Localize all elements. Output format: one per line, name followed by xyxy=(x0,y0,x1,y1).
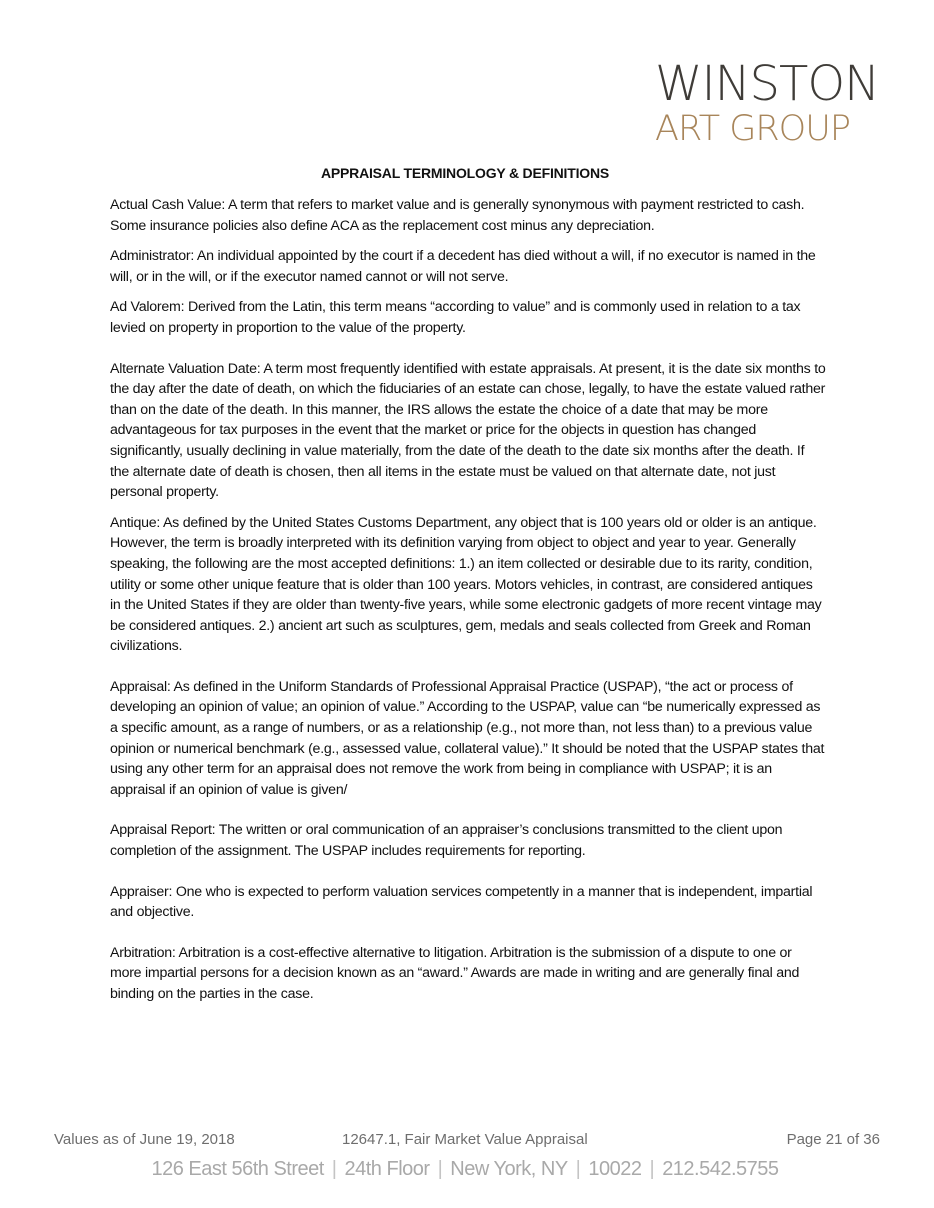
definition-antique: Antique: As defined by the United States Customs Department, any object that is 100 years old or older is an antique. However, the term is broadly interpreted with its definition varying from object to object and year to year. Generally speaking, the following are the most accepted definitions: 1.) an item collected or desirable due to its rarity, condition, utility or some other unique feature that is older than 100 years. Motors vehicles, in contrast, are considered antiques in the United States if they are older than twenty-five years, while some electronic gadgets of more recent vintage may be considered antiques. 2.) ancient art such as sculptures, gem, medals and seals collected from Greek and Roman civilizations. xyxy=(110,514,822,655)
address-floor: 24th Floor xyxy=(344,1158,430,1180)
logo-line-2: ART GROUP xyxy=(655,109,850,149)
definition-arbitration: Arbitration: Arbitration is a cost-effective alternative to litigation. Arbitration is the submission of a dispute to one or more impartial persons for a decision known as an “award.” Awards are made in writing and are generally final and binding on the parties in the case. xyxy=(110,944,800,1002)
address-divider: | xyxy=(437,1158,443,1180)
address-city: New York, NY xyxy=(450,1158,568,1180)
address-divider: | xyxy=(331,1158,337,1180)
definition-appraisal-report: Appraisal Report: The written or oral communication of an appraiser’s conclusions transmitted to the client upon completion of the assignment. The USPAP includes requirements for reporting. xyxy=(110,822,783,860)
address-phone: 212.542.5755 xyxy=(662,1158,779,1180)
definition-appraiser: Appraiser: One who is expected to perform valuation services competently in a manner that is independent, impartial and objective. xyxy=(110,883,813,921)
footer-address xyxy=(0,1158,930,1181)
footer-page-number: Page 21 of 36 xyxy=(786,1131,880,1148)
address-zip: 10022 xyxy=(588,1158,642,1180)
definition-alternate-valuation-date: Alternate Valuation Date: A term most frequently identified with estate appraisals. At present, it is the date six months to the day after the date of death, on which the fiduciaries of an estate can chose, legally, to have the estate valued rather than on the date of the death. In this manner, the IRS allows the estate the choice of a date that may be more advantageous for tax purposes in the event that the market or price for the objects in question has changed significantly, usually declining in value materially, from the date of the death to the date six months after the death. If the alternate date of death is chosen, then all items in the estate must be valued on that alternate date, not just personal property. xyxy=(110,360,826,501)
address-divider: | xyxy=(575,1158,581,1180)
definition-appraisal: Appraisal: As defined in the Uniform Standards of Professional Appraisal Practice (USPAP), “the act or process of developing an opinion of value; an opinion of value.” According to the USPAP, value can “be numerically expressed as a specific amount, as a range of numbers, or as a relationship (e.g., not more than, not less than) to a previous value opinion or numerical benchmark (e.g., assessed value, collateral value).” It should be noted that the USPAP states that using any other term for an appraisal does not remove the work from being in compliance with USPAP; it is an appraisal if an opinion of value is given/ xyxy=(110,678,825,798)
definition-administrator: Administrator: An individual appointed by the court if a decedent has died without a will, if no executor is named in the will, or in the will, or if the executor named cannot or will not serve. xyxy=(110,248,816,285)
definitions-list xyxy=(110,195,826,1015)
address-street: 126 East 56th Street xyxy=(151,1158,324,1180)
address-divider: | xyxy=(649,1158,655,1180)
logo-line-1: WINSTON xyxy=(655,56,879,112)
definition-ad-valorem: Ad Valorem: Derived from the Latin, this term means “according to value” and is commonly used in relation to a tax levied on property in proportion to the value of the property. xyxy=(110,299,801,336)
page-title: APPRAISAL TERMINOLOGY & DEFINITIONS xyxy=(320,165,610,181)
footer-report-id: 12647.1, Fair Market Value Appraisal xyxy=(342,1131,588,1148)
footer-values-date: Values as of June 19, 2018 xyxy=(54,1131,235,1148)
company-logo xyxy=(655,56,879,149)
definition-actual-cash-value: Actual Cash Value: A term that refers to market value and is generally synonymous with payment restricted to cash. Some insurance policies also define ACA as the replacement cost minus any depreciation. xyxy=(110,197,805,234)
